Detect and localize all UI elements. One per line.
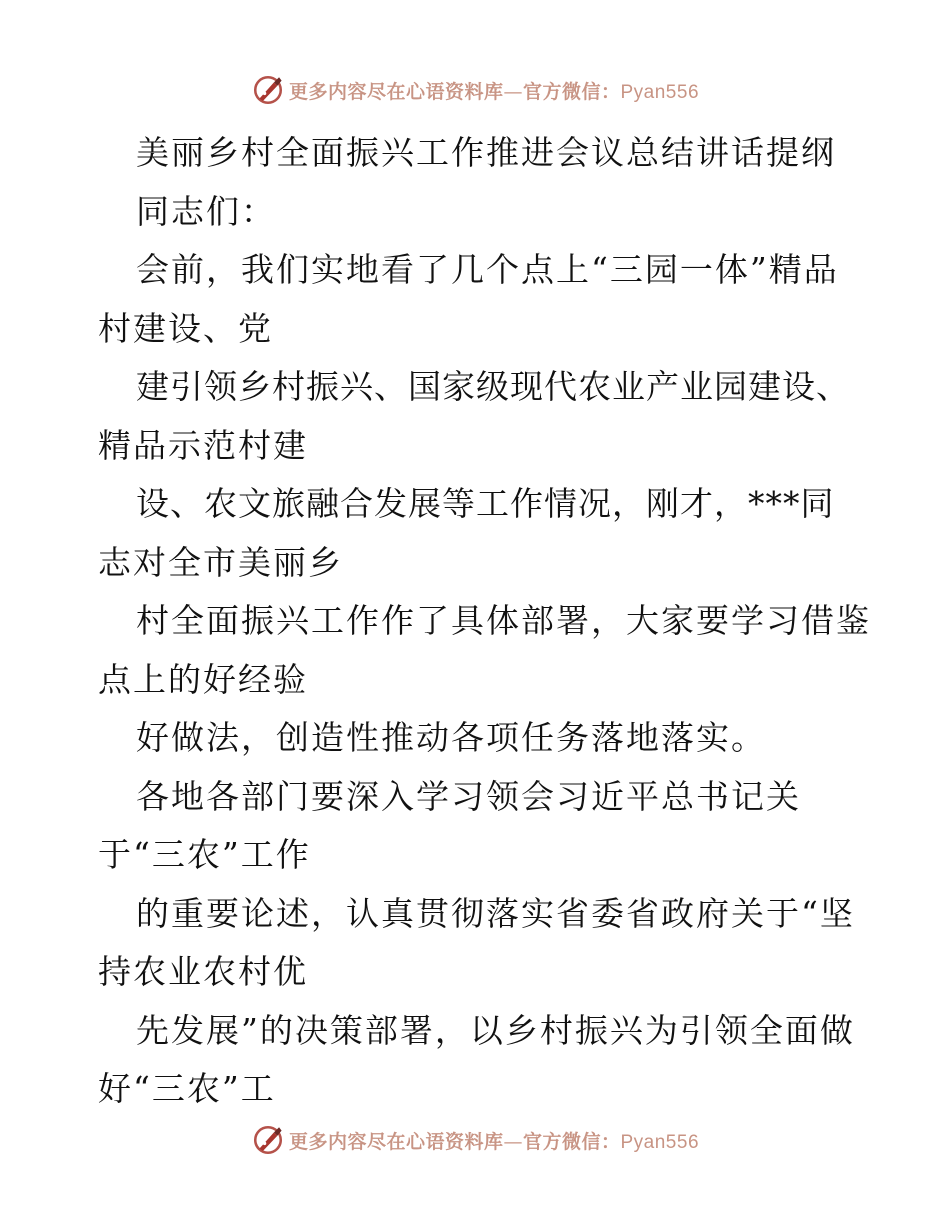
pen-seal-logo-icon: [251, 1123, 285, 1157]
text-line: 建引领乡村振兴、国家级现代农业产业园建设、: [136, 367, 850, 406]
text-line: 村全面振兴工作作了具体部署，大家要学习借鉴: [136, 601, 871, 640]
wechat-id: Pyan556: [620, 81, 700, 103]
wechat-id: Pyan556: [620, 1131, 700, 1153]
banner-text: [289, 77, 699, 104]
wechat-label: 官方微信：: [522, 1130, 621, 1153]
text-line: 持农业农村优: [98, 952, 308, 991]
document-body: [98, 124, 871, 1119]
pen-seal-logo-icon: [251, 73, 285, 107]
header-watermark-banner: [0, 70, 950, 110]
salutation: 同志们：: [136, 191, 276, 231]
library-text: 更多内容尽在心语资料库: [288, 1130, 504, 1153]
text-line: 好做法，创造性推动各项任务落地落实。: [136, 718, 766, 757]
text-line: 会前，我们实地看了几个点上“三园一体”精品: [136, 250, 839, 289]
text-line: 村建设、党: [98, 308, 273, 348]
banner-separator: —: [503, 1130, 523, 1153]
text-line: 先发展”的决策部署，以乡村振兴为引领全面做: [136, 1010, 855, 1050]
banner-separator: —: [503, 80, 523, 103]
library-text: 更多内容尽在心语资料库: [288, 80, 504, 103]
banner-text: [289, 1127, 699, 1154]
text-line: 于“三农”工作: [98, 835, 311, 874]
text-line: 精品示范村建: [98, 425, 308, 465]
text-line: 点上的好经验: [98, 659, 308, 699]
document-title: 美丽乡村全面振兴工作推进会议总结讲话提纲: [136, 133, 836, 172]
text-line: 好“三农”工: [98, 1069, 276, 1108]
text-line: 志对全市美丽乡: [98, 542, 343, 582]
wechat-label: 官方微信：: [522, 80, 621, 103]
footer-watermark-banner: [0, 1120, 950, 1160]
text-line: 各地各部门要深入学习领会习近平总书记关: [136, 776, 801, 816]
text-line: 设、农文旅融合发展等工作情况，刚才，***同: [136, 484, 835, 523]
text-line: 的重要论述，认真贯彻落实省委省政府关于“坚: [136, 893, 855, 933]
